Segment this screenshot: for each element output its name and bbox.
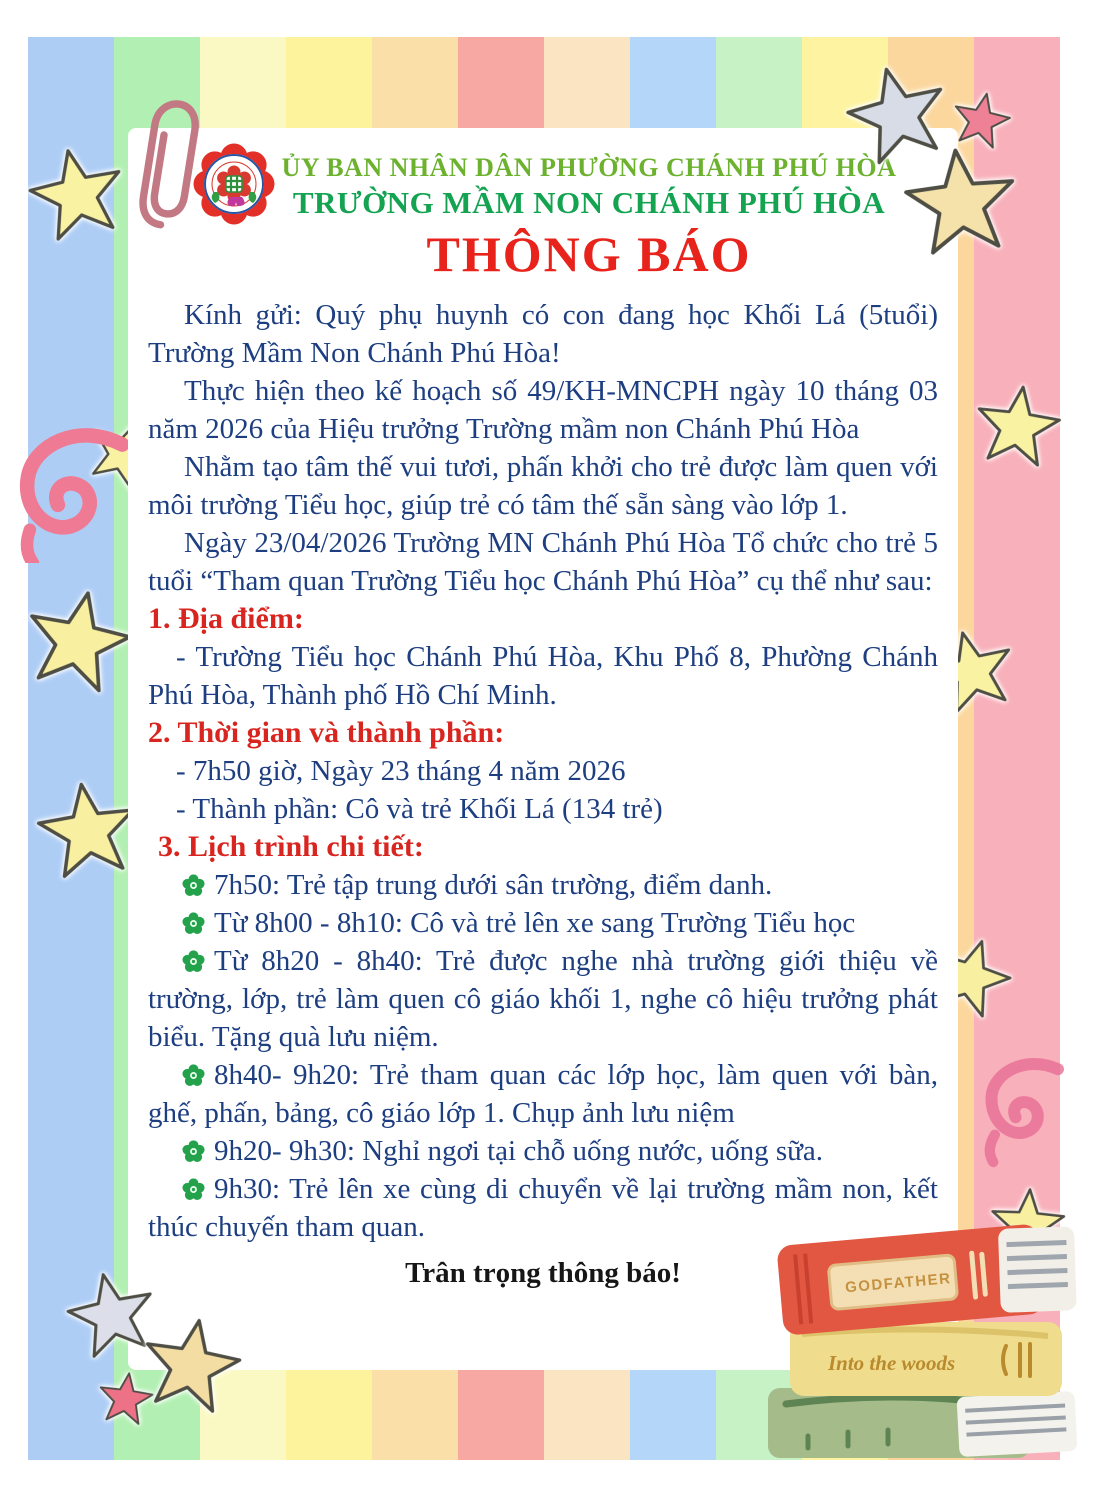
schedule-text: Từ 8h20 - 8h40: Trẻ được nghe nhà trường giới thiệu về trường, lớp, trẻ làm quen cô giáo khối 1, nghe cô hiệu trưởng phát biểu. Tặng quà lưu niệm. [148, 945, 938, 1053]
document-header [240, 152, 938, 284]
list-item: - Thành phần: Cô và trẻ Khối Lá (134 trẻ) [176, 793, 663, 825]
ribbon-squiggle-icon [982, 1040, 1070, 1180]
paragraph: Ngày 23/04/2026 Trường MN Chánh Phú Hòa Tổ chức cho trẻ 5 tuổi “Tham quan Trường Tiểu học Chánh Phú Hòa” cụ thể như sau: [148, 527, 938, 597]
schedule-item [148, 866, 938, 904]
schedule-text: 8h40- 9h20: Trẻ tham quan các lớp học, làm quen với bàn, ghế, phấn, bảng, cô giáo lớp 1. Chụp ảnh lưu niệm [148, 1059, 938, 1129]
section-heading-schedule: 3. Lịch trình chi tiết: [158, 830, 424, 863]
section-heading-location: 1. Địa điểm: [148, 602, 304, 635]
books-stack-icon [768, 1222, 1080, 1462]
flower-bullet-icon [182, 1178, 205, 1201]
closing-line: Trân trọng thông báo! [405, 1257, 681, 1289]
schedule-item [148, 1056, 938, 1132]
book-spine-label: GODFATHER [844, 1270, 953, 1297]
flower-bullet-icon [182, 1064, 205, 1087]
org-name: ỦY BAN NHÂN DÂN PHƯỜNG CHÁNH PHÚ HÒA [281, 153, 897, 182]
paragraph: Kính gửi: Quý phụ huynh có con đang học Khối Lá (5tuổi) Trường Mầm Non Chánh Phú Hòa! [148, 299, 938, 369]
schedule-text: Từ 8h00 - 8h10: Cô và trẻ lên xe sang Trường Tiểu học [214, 907, 856, 939]
schedule-text: 7h50: Trẻ tập trung dưới sân trường, điểm danh. [214, 869, 773, 901]
book-spine-label: Into the woods [828, 1351, 956, 1375]
document-title: THÔNG BÁO [426, 226, 752, 282]
list-item: - 7h50 giờ, Ngày 23 tháng 4 năm 2026 [176, 755, 626, 787]
star-icon [15, 580, 140, 705]
star-icon [134, 1310, 248, 1424]
announcement-panel [128, 128, 958, 1370]
star-icon [899, 142, 1022, 265]
school-logo [192, 142, 276, 226]
schedule-item [148, 1132, 938, 1170]
schedule-text: 9h20- 9h30: Nghỉ ngơi tại chỗ uống nước, uống sữa. [214, 1135, 824, 1167]
paragraph: Nhằm tạo tâm thế vui tươi, phấn khởi cho trẻ được làm quen với môi trường Tiểu học, giúp trẻ có tâm thế sẵn sàng vào lớp 1. [148, 451, 938, 521]
list-item: - Trường Tiểu học Chánh Phú Hòa, Khu Phố 8, Phường Chánh Phú Hòa, Thành phố Hồ Chí Minh. [148, 641, 938, 711]
school-name: TRƯỜNG MẦM NON CHÁNH PHÚ HÒA [292, 185, 886, 220]
star-icon [969, 379, 1065, 475]
document-body [148, 296, 938, 1292]
section-heading-time: 2. Thời gian và thành phần: [148, 716, 505, 749]
star-icon [21, 139, 134, 252]
flower-bullet-icon [182, 1140, 205, 1163]
schedule-text: 9h30: Trẻ lên xe cùng di chuyển về lại trường mầm non, kết thúc chuyến tham quan. [148, 1173, 938, 1243]
schedule-item [148, 904, 938, 942]
paragraph: Thực hiện theo kế hoạch số 49/KH-MNCPH ngày 10 tháng 03 năm 2026 của Hiệu trưởng Trường mầm non Chánh Phú Hòa [148, 375, 938, 445]
flower-bullet-icon [182, 950, 205, 973]
flower-bullet-icon [182, 874, 205, 897]
flower-bullet-icon [182, 912, 205, 935]
ribbon-squiggle-icon [16, 428, 131, 563]
schedule-item [148, 942, 938, 1056]
